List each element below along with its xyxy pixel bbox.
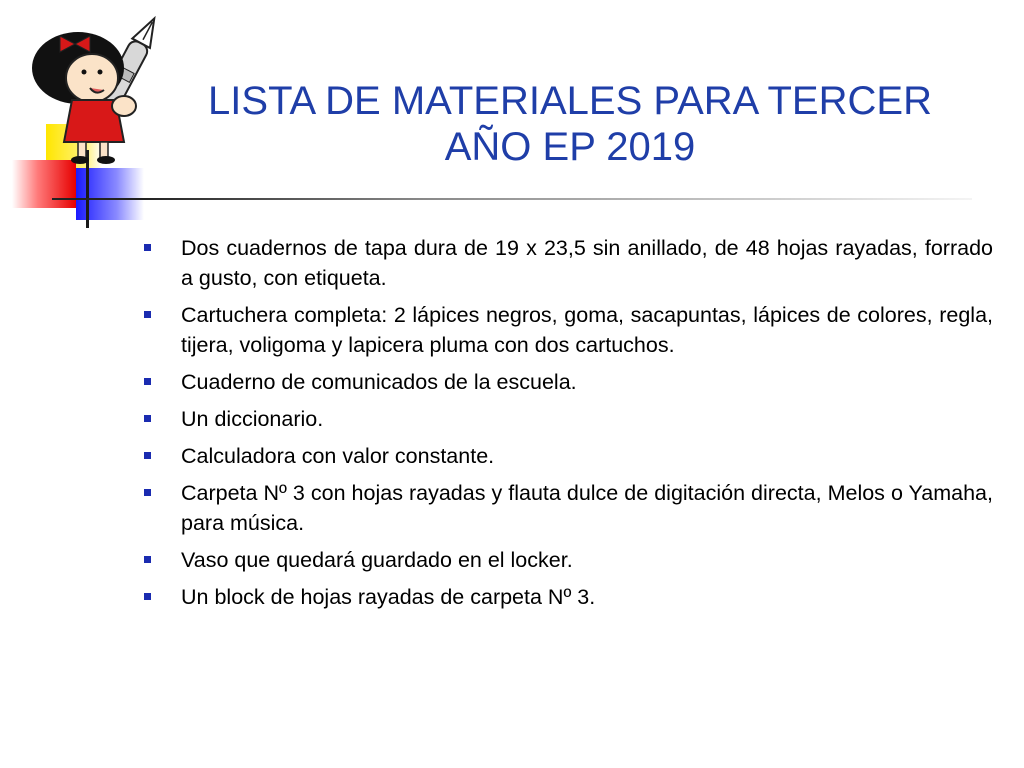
slide-title [140,78,1000,170]
decor-red-block [12,160,76,208]
list-item [140,545,993,575]
square-bullet-icon [144,244,151,251]
list-item-text: Cartuchera completa: 2 lápices negros, goma, sacapuntas, lápices de colores, regla, tijera, voligoma y lapicera pluma con dos cartuchos. [181,303,993,357]
slide-title-line2: AÑO EP 2019 [444,125,696,169]
list-item [140,441,993,471]
square-bullet-icon [144,415,151,422]
list-item [140,582,993,612]
materials-list [140,233,993,619]
square-bullet-icon [144,489,151,496]
slide-title-line1: LISTA DE MATERIALES PARA TERCER [208,79,932,123]
list-item [140,300,993,360]
list-item [140,233,993,293]
list-item [140,478,993,538]
list-item-text: Dos cuadernos de tapa dura de 19 x 23,5 sin anillado, de 48 hojas rayadas, forrado a gusto, con etiqueta. [181,236,993,290]
list-item-text: Carpeta Nº 3 con hojas rayadas y flauta dulce de digitación directa, Melos o Yamaha, para música. [181,481,993,535]
square-bullet-icon [144,311,151,318]
list-item-text: Vaso que quedará guardado en el locker. [181,548,573,572]
list-item [140,367,993,397]
list-item [140,404,993,434]
square-bullet-icon [144,452,151,459]
square-bullet-icon [144,378,151,385]
list-item-text: Calculadora con valor constante. [181,444,495,468]
list-item-text: Cuaderno de comunicados de la escuela. [181,370,577,394]
decor-horizontal-line [52,198,972,200]
list-item-text: Un block de hojas rayadas de carpeta Nº 3. [181,585,596,609]
list-item-text: Un diccionario. [181,407,324,431]
square-bullet-icon [144,593,151,600]
square-bullet-icon [144,556,151,563]
